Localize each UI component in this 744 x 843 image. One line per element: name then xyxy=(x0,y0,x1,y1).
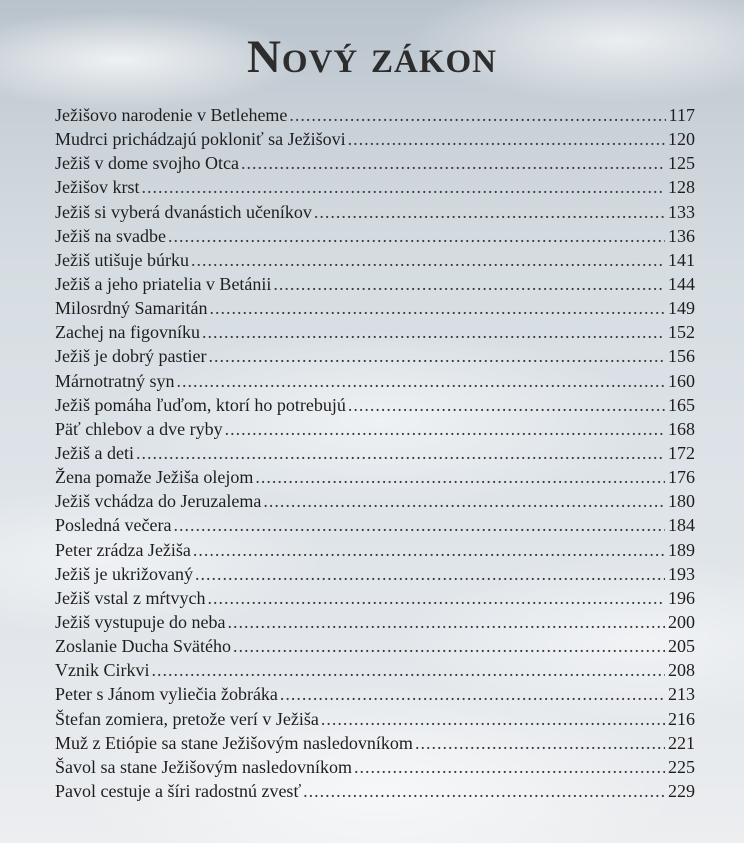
toc-leader-dots xyxy=(303,779,665,803)
toc-entry-label: Muž z Etiópie sa stane Ježišovým nasledovníkom xyxy=(55,732,413,753)
toc-page-number: 216 xyxy=(668,708,695,729)
toc-page-number: 213 xyxy=(668,684,695,705)
toc-row xyxy=(55,755,695,779)
toc-leader-dots xyxy=(227,610,665,634)
toc-row xyxy=(55,272,695,296)
toc-leader-dots xyxy=(321,707,665,731)
toc-leader-dots xyxy=(168,224,665,248)
toc-entry-label: Ježiš a deti xyxy=(55,442,134,463)
toc-entry-label: Žena pomaže Ježiša olejom xyxy=(55,467,254,488)
toc-page-number: 117 xyxy=(668,105,695,125)
toc-row xyxy=(55,610,695,634)
toc-page-number: 176 xyxy=(668,467,695,488)
toc-row xyxy=(55,248,695,272)
toc-page-number: 168 xyxy=(668,418,695,439)
toc-leader-dots xyxy=(280,682,665,706)
toc-row xyxy=(55,175,695,199)
toc-page-number: 149 xyxy=(668,298,695,319)
toc-entry-label: Päť chlebov a dve ryby xyxy=(55,418,223,439)
toc-leader-dots xyxy=(314,200,665,224)
toc-entry-label: Vznik Cirkvi xyxy=(55,660,150,681)
toc-page-number: 141 xyxy=(668,249,695,270)
toc-entry-label: Ježiš si vyberá dvanástich učeníkov xyxy=(55,201,312,222)
toc-entry-label: Márnotratný syn xyxy=(55,370,175,391)
toc-row xyxy=(55,369,695,393)
toc-leader-dots xyxy=(207,586,665,610)
toc-page-number: 144 xyxy=(668,273,695,294)
toc-row xyxy=(55,320,695,344)
toc-row xyxy=(55,103,695,127)
toc-leader-dots xyxy=(225,417,665,441)
toc-entry-label: Ježiš vchádza do Jeruzalema xyxy=(55,491,262,512)
toc-entry-label: Zoslanie Ducha Svätého xyxy=(55,636,231,657)
toc-entry-label: Peter s Jánom vyliečia žobráka xyxy=(55,684,278,705)
toc-page-number: 136 xyxy=(668,225,695,246)
toc-row xyxy=(55,634,695,658)
toc-entry-label: Ježišov krst xyxy=(55,177,140,198)
toc-leader-dots xyxy=(241,151,665,175)
toc-entry-label: Ježiš v dome svojho Otca xyxy=(55,153,239,174)
toc-leader-dots xyxy=(209,296,665,320)
toc-row xyxy=(55,707,695,731)
toc-page-number: 208 xyxy=(668,660,695,681)
toc-row xyxy=(55,127,695,151)
toc-entry-label: Milosrdný Samaritán xyxy=(55,298,208,319)
toc-leader-dots xyxy=(176,369,665,393)
toc-leader-dots xyxy=(354,755,665,779)
toc-row xyxy=(55,779,695,803)
toc-row xyxy=(55,586,695,610)
toc-page-number: 189 xyxy=(668,539,695,560)
toc-row xyxy=(55,513,695,537)
toc-page-number: 133 xyxy=(668,201,695,222)
toc-leader-dots xyxy=(348,127,665,151)
toc-page-number: 125 xyxy=(668,153,695,174)
toc-leader-dots xyxy=(348,393,665,417)
table-of-contents xyxy=(55,103,695,803)
toc-row xyxy=(55,465,695,489)
toc-entry-label: Šavol sa stane Ježišovým nasledovníkom xyxy=(55,756,352,777)
toc-entry-label: Ježiš utišuje búrku xyxy=(55,249,189,270)
toc-entry-label: Mudrci prichádzajú pokloniť sa Ježišovi xyxy=(55,129,346,150)
toc-page-number: 172 xyxy=(668,442,695,463)
toc-row xyxy=(55,151,695,175)
toc-row xyxy=(55,562,695,586)
toc-leader-dots xyxy=(233,634,665,658)
toc-row xyxy=(55,538,695,562)
toc-entry-label: Ježiš je dobrý pastier xyxy=(55,346,207,367)
toc-leader-dots xyxy=(136,441,665,465)
toc-entry-label: Zachej na figovníku xyxy=(55,322,200,343)
toc-page-number: 221 xyxy=(668,732,695,753)
toc-page-number: 193 xyxy=(668,563,695,584)
toc-row xyxy=(55,658,695,682)
toc-leader-dots xyxy=(273,272,665,296)
toc-entry-label: Štefan zomiera, pretože verí v Ježiša xyxy=(55,708,319,729)
toc-entry-label: Posledná večera xyxy=(55,515,172,536)
toc-entry-label: Ježiš a jeho priatelia v Betánii xyxy=(55,273,272,294)
toc-leader-dots xyxy=(191,248,665,272)
toc-leader-dots xyxy=(208,344,665,368)
toc-page-number: 200 xyxy=(668,611,695,632)
toc-row xyxy=(55,417,695,441)
toc-page-number: 120 xyxy=(668,129,695,150)
toc-row xyxy=(55,344,695,368)
toc-leader-dots xyxy=(289,103,665,127)
toc-entry-label: Ježiš vstal z mŕtvych xyxy=(55,587,206,608)
page-title: Nový zákon xyxy=(246,31,498,83)
toc-page-number: 160 xyxy=(668,370,695,391)
toc-page-number: 184 xyxy=(668,515,695,536)
toc-row xyxy=(55,296,695,320)
toc-entry-label: Peter zrádza Ježiša xyxy=(55,539,191,560)
toc-leader-dots xyxy=(263,489,665,513)
toc-leader-dots xyxy=(415,731,665,755)
toc-row xyxy=(55,731,695,755)
toc-page-number: 165 xyxy=(668,394,695,415)
toc-row xyxy=(55,682,695,706)
toc-page-number: 128 xyxy=(668,177,695,198)
toc-leader-dots xyxy=(173,513,665,537)
toc-page-number: 225 xyxy=(668,756,695,777)
toc-row xyxy=(55,393,695,417)
toc-leader-dots xyxy=(255,465,665,489)
toc-entry-label: Ježiš vystupuje do neba xyxy=(55,611,226,632)
toc-page-number: 180 xyxy=(668,491,695,512)
toc-leader-dots xyxy=(152,658,666,682)
toc-leader-dots xyxy=(193,538,665,562)
toc-entry-label: Ježiš je ukrižovaný xyxy=(55,563,193,584)
toc-row xyxy=(55,441,695,465)
toc-entry-label: Ježišovo narodenie v Betleheme xyxy=(55,105,288,125)
toc-leader-dots xyxy=(142,175,666,199)
toc-page-number: 196 xyxy=(668,587,695,608)
toc-row xyxy=(55,489,695,513)
toc-page-number: 152 xyxy=(668,322,695,343)
toc-entry-label: Ježiš pomáha ľuďom, ktorí ho potrebujú xyxy=(55,394,346,415)
toc-page-number: 156 xyxy=(668,346,695,367)
toc-page-number: 229 xyxy=(668,780,695,801)
toc-entry-label: Pavol cestuje a šíri radostnú zvesť xyxy=(55,780,302,801)
toc-page-number: 205 xyxy=(668,636,695,657)
toc-leader-dots xyxy=(202,320,665,344)
toc-leader-dots xyxy=(195,562,665,586)
toc-row xyxy=(55,200,695,224)
toc-entry-label: Ježiš na svadbe xyxy=(55,225,166,246)
toc-row xyxy=(55,224,695,248)
